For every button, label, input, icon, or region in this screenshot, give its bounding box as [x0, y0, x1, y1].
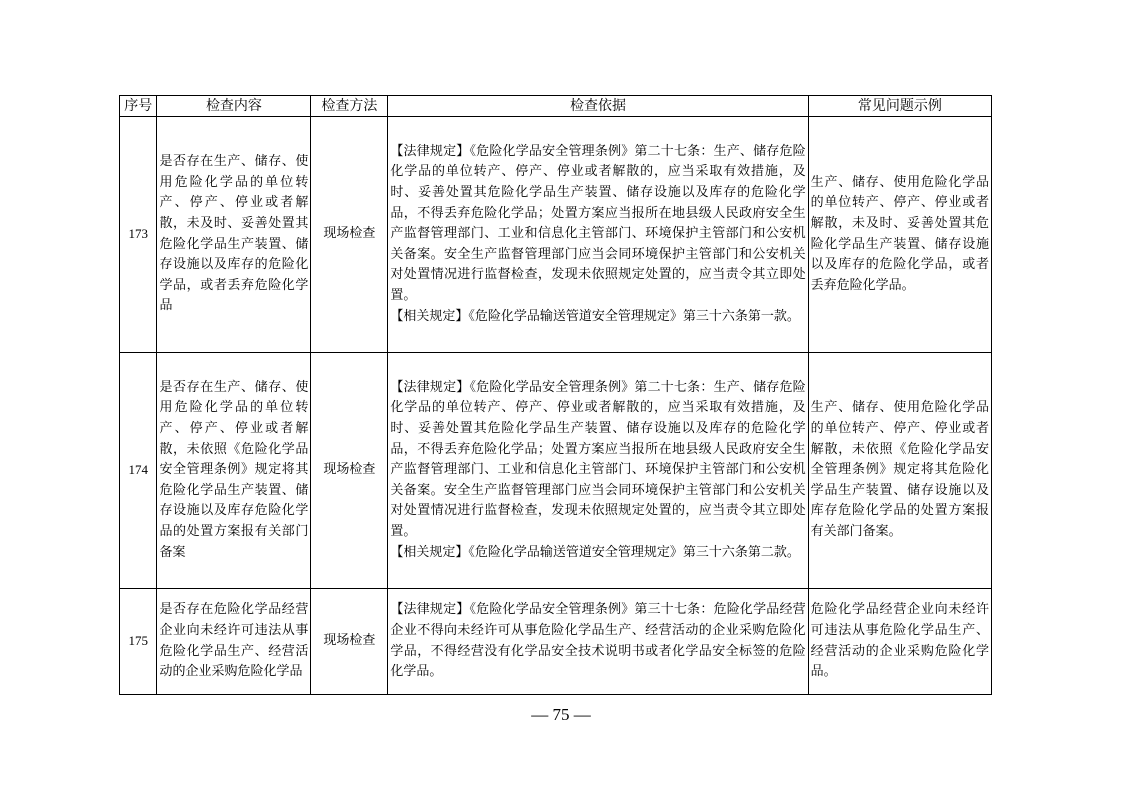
row-content: 是否存在生产、储存、使用危险化学品的单位转产、停产、停业或者解散，未依照《危险化学品安全管理条例》规定将其危险化学品生产装置、储存设施以及库存危险化学品的处置方案报有关部门备案 [157, 353, 311, 589]
row-content: 是否存在生产、储存、使用危险化学品的单位转产、停产、停业或者解散，未及时、妥善处置其危险化学品生产装置、储存设施以及库存的危险化学品，或者丢弃危险化学品 [157, 117, 311, 353]
basis-related-text: 【相关规定】《危险化学品输送管道安全管理规定》第三十六条第一款。 [390, 308, 800, 324]
header-seq: 序号 [120, 96, 157, 117]
row-basis [388, 117, 808, 353]
basis-law-text: 【法律规定】《危险化学品安全管理条例》第三十七条：危险化学品经营企业不得向未经许可从事危险化学品生产、经营活动的企业采购危险化学品，不得经营没有化学品安全技术说明书或者化学品安全标签的危险化学品。 [390, 602, 806, 680]
header-method: 检查方法 [311, 96, 388, 117]
row-basis [388, 589, 808, 695]
row-seq: 173 [120, 117, 157, 353]
row-method: 现场检查 [311, 589, 388, 695]
row-seq: 174 [120, 353, 157, 589]
row-issue: 生产、储存、使用危险化学品的单位转产、停产、停业或者解散，未及时、妥善处置其危险化学品生产装置、储存设施以及库存的危险化学品，或者丢弃危险化学品。 [808, 117, 991, 353]
inspection-table [119, 95, 992, 695]
basis-law-text: 【法律规定】《危险化学品安全管理条例》第二十七条：生产、储存危险化学品的单位转产、停产、停业或者解散的，应当采取有效措施，及时、妥善处置其危险化学品生产装置、储存设施以及库存的危险化学品，不得丢弃危险化学品；处置方案应当报所在地县级人民政府安全生产监督管理部门、工业和信息化主管部门、环境保护主管部门和公安机关备案。安全生产监督管理部门应当会同环境保护主管部门和公安机关对处置情况进行监督检查，发现未依照规定处置的，应当责令其立即处置。 [390, 379, 806, 539]
table-header-row [120, 96, 992, 117]
header-content: 检查内容 [157, 96, 311, 117]
row-method: 现场检查 [311, 117, 388, 353]
header-basis: 检查依据 [388, 96, 808, 117]
header-issue: 常见问题示例 [808, 96, 991, 117]
row-basis [388, 353, 808, 589]
page-number: — 75 — [531, 705, 591, 724]
table-row [120, 353, 992, 589]
basis-related-text: 【相关规定】《危险化学品输送管道安全管理规定》第三十六条第二款。 [390, 544, 800, 560]
row-issue: 生产、储存、使用危险化学品的单位转产、停产、停业或者解散，未依照《危险化学品安全管理条例》规定将其危险化学品生产装置、储存设施以及库存危险化学品的处置方案报有关部门备案。 [808, 353, 991, 589]
row-issue: 危险化学品经营企业向未经许可违法从事危险化学品生产、经营活动的企业采购危险化学品。 [808, 589, 991, 695]
table-row [120, 117, 992, 353]
row-content: 是否存在危险化学品经营企业向未经许可违法从事危险化学品生产、经营活动的企业采购危险化学品 [157, 589, 311, 695]
row-method: 现场检查 [311, 353, 388, 589]
basis-law-text: 【法律规定】《危险化学品安全管理条例》第二十七条：生产、储存危险化学品的单位转产、停产、停业或者解散的，应当采取有效措施，及时、妥善处置其危险化学品生产装置、储存设施以及库存的危险化学品，不得丢弃危险化学品；处置方案应当报所在地县级人民政府安全生产监督管理部门、工业和信息化主管部门、环境保护主管部门和公安机关备案。安全生产监督管理部门应当会同环境保护主管部门和公安机关对处置情况进行监督检查，发现未依照规定处置的，应当责令其立即处置。 [390, 143, 806, 303]
table-row [120, 589, 992, 695]
row-seq: 175 [120, 589, 157, 695]
